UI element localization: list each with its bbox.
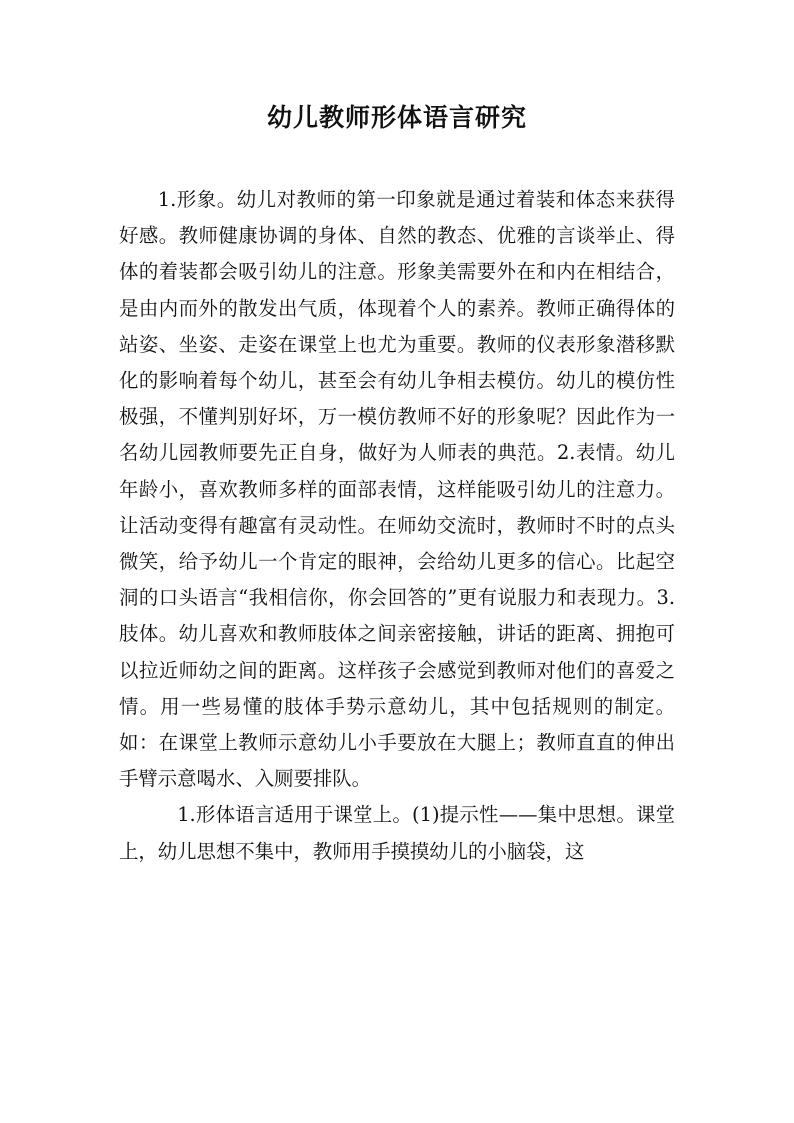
- document-body: [119, 182, 675, 870]
- paragraph-2: 1.形体语言适用于课堂上。(1)提示性——集中思想。课堂上，幼儿思想不集中，教师用手摸摸幼儿的小脑袋，这: [119, 803, 675, 863]
- paragraph-1: 1.形象。幼儿对教师的第一印象就是通过着装和体态来获得好感。教师健康协调的身体、自然的教态、优雅的言谈举止、得体的着装都会吸引幼儿的注意。形象美需要外在和内在相结合，是由内而外的散发出气质，体现着个人的素养。教师正确得体的站姿、坐姿、走姿在课堂上也尤为重要。教师的仪表形象潜移默化的影响着每个幼儿，甚至会有幼儿争相去模仿。幼儿的模仿性极强，不懂判别好坏，万一模仿教师不好的形象呢？因此作为一名幼儿园教师要先正自身，做好为人师表的典范。2.表情。幼儿年龄小，喜欢教师多样的面部表情，这样能吸引幼儿的注意力。让活动变得有趣富有灵动性。在师幼交流时，教师时不时的点头微笑，给予幼儿一个肯定的眼神，会给幼儿更多的信心。比起空洞的口头语言“我相信你，你会回答的”更有说服力和表现力。3.肢体。幼儿喜欢和教师肢体之间亲密接触，讲话的距离、拥抱可以拉近师幼之间的距离。这样孩子会感觉到教师对他们的喜爱之情。用一些易懂的肢体手势示意幼儿，其中包括规则的制定。如：在课堂上教师示意幼儿小手要放在大腿上；教师直直的伸出手臂示意喝水、入厕要排队。: [119, 188, 675, 791]
- document-title: 幼儿教师形体语言研究: [266, 103, 527, 132]
